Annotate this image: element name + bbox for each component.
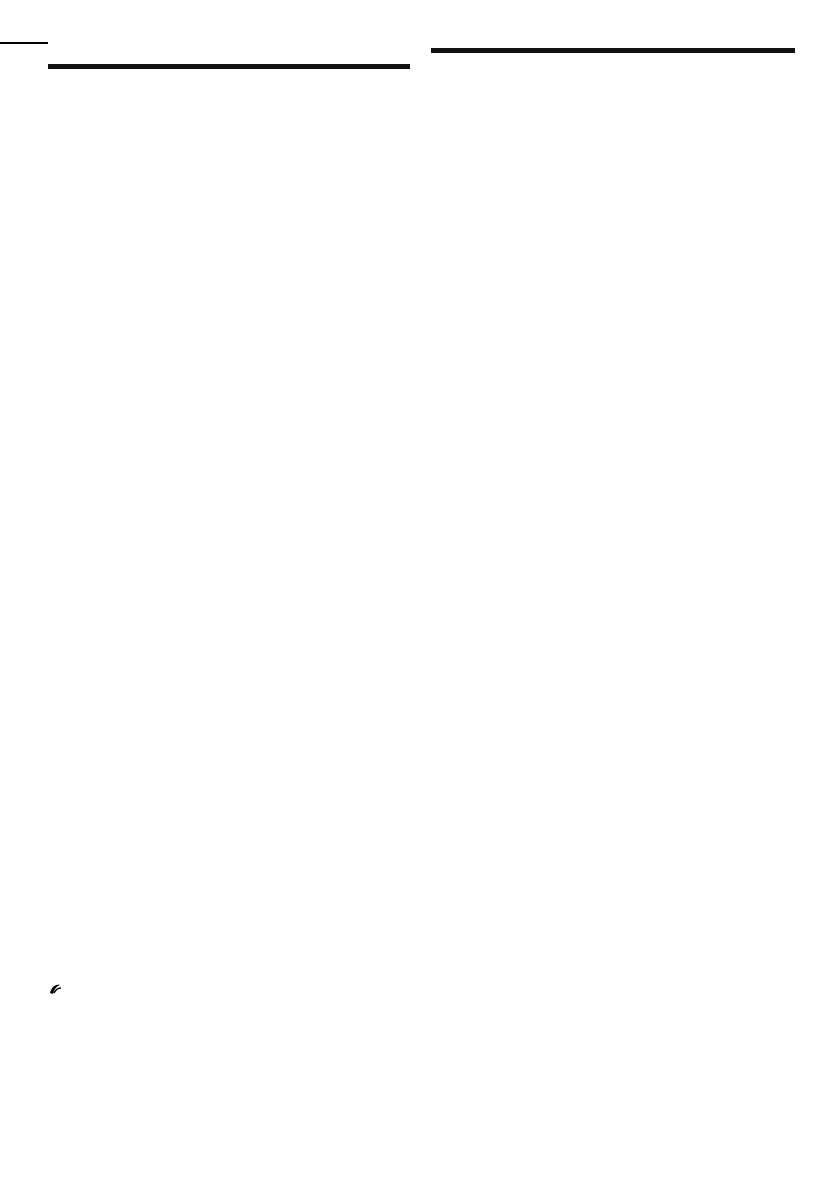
contents-divider-bar <box>48 64 410 69</box>
right-column <box>431 48 795 67</box>
funai-swirl-icon <box>48 983 62 999</box>
page-number-underline <box>0 42 48 44</box>
trademark-paragraph <box>48 983 792 999</box>
features-divider-bar <box>431 48 795 53</box>
left-column <box>48 50 410 81</box>
footer-legal <box>48 976 792 1006</box>
